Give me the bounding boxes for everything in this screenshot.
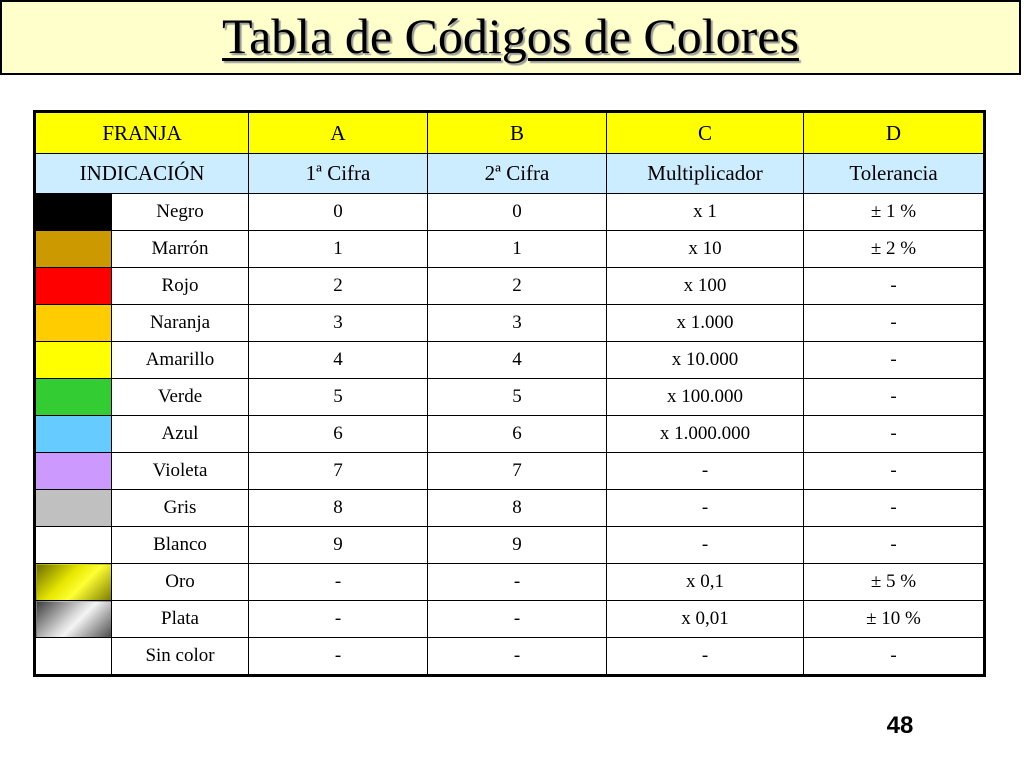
tolerance-cell: - xyxy=(804,453,985,490)
color-swatch xyxy=(35,379,112,416)
column-meaning-a: 1ª Cifra xyxy=(249,154,428,194)
tolerance-cell: ± 5 % xyxy=(804,564,985,601)
multiplier-cell: x 10.000 xyxy=(607,342,804,379)
header-row-franja xyxy=(35,112,985,154)
tolerance-cell: - xyxy=(804,416,985,453)
multiplier-cell: - xyxy=(607,527,804,564)
color-swatch xyxy=(35,342,112,379)
multiplier-cell: x 1.000 xyxy=(607,305,804,342)
tolerance-cell: - xyxy=(804,305,985,342)
first-digit-cell: 0 xyxy=(249,194,428,231)
table-row xyxy=(35,305,985,342)
first-digit-cell: 6 xyxy=(249,416,428,453)
page-number: 48 xyxy=(886,712,914,739)
tolerance-cell: - xyxy=(804,638,985,676)
second-digit-cell: 8 xyxy=(428,490,607,527)
indicacion-header: INDICACIÓN xyxy=(35,154,249,194)
table-row xyxy=(35,416,985,453)
column-header-d: D xyxy=(804,112,985,154)
tolerance-cell: - xyxy=(804,268,985,305)
tolerance-cell: ± 2 % xyxy=(804,231,985,268)
tolerance-cell: ± 10 % xyxy=(804,601,985,638)
page-title: Tabla de Códigos de Colores xyxy=(222,8,799,64)
first-digit-cell: 3 xyxy=(249,305,428,342)
second-digit-cell: 1 xyxy=(428,231,607,268)
second-digit-cell: 6 xyxy=(428,416,607,453)
color-swatch xyxy=(35,268,112,305)
table-body xyxy=(35,112,985,676)
multiplier-cell: x 100.000 xyxy=(607,379,804,416)
first-digit-cell: - xyxy=(249,564,428,601)
second-digit-cell: 2 xyxy=(428,268,607,305)
table-row xyxy=(35,268,985,305)
column-header-b: B xyxy=(428,112,607,154)
color-swatch xyxy=(35,527,112,564)
table-row xyxy=(35,490,985,527)
multiplier-cell: - xyxy=(607,453,804,490)
multiplier-cell: x 1.000.000 xyxy=(607,416,804,453)
title-box xyxy=(0,0,1021,75)
color-name: Oro xyxy=(112,564,249,601)
multiplier-cell: x 1 xyxy=(607,194,804,231)
multiplier-cell: - xyxy=(607,490,804,527)
first-digit-cell: 7 xyxy=(249,453,428,490)
color-name: Plata xyxy=(112,601,249,638)
first-digit-cell: 9 xyxy=(249,527,428,564)
color-name: Rojo xyxy=(112,268,249,305)
second-digit-cell: 7 xyxy=(428,453,607,490)
first-digit-cell: 2 xyxy=(249,268,428,305)
first-digit-cell: 4 xyxy=(249,342,428,379)
column-meaning-c: Multiplicador xyxy=(607,154,804,194)
table-row xyxy=(35,601,985,638)
color-name: Azul xyxy=(112,416,249,453)
header-row-indicacion xyxy=(35,154,985,194)
first-digit-cell: 8 xyxy=(249,490,428,527)
color-name: Naranja xyxy=(112,305,249,342)
franja-header: FRANJA xyxy=(35,112,249,154)
first-digit-cell: - xyxy=(249,638,428,676)
color-swatch xyxy=(35,638,112,676)
second-digit-cell: - xyxy=(428,601,607,638)
table-row xyxy=(35,379,985,416)
table-row xyxy=(35,527,985,564)
second-digit-cell: 0 xyxy=(428,194,607,231)
column-meaning-b: 2ª Cifra xyxy=(428,154,607,194)
column-header-a: A xyxy=(249,112,428,154)
tolerance-cell: - xyxy=(804,379,985,416)
color-code-table xyxy=(33,110,986,677)
table-row xyxy=(35,453,985,490)
multiplier-cell: x 0,01 xyxy=(607,601,804,638)
color-swatch xyxy=(35,231,112,268)
table-row xyxy=(35,231,985,268)
color-name: Verde xyxy=(112,379,249,416)
second-digit-cell: 5 xyxy=(428,379,607,416)
multiplier-cell: x 0,1 xyxy=(607,564,804,601)
color-swatch xyxy=(35,305,112,342)
color-name: Marrón xyxy=(112,231,249,268)
color-swatch xyxy=(35,601,112,638)
table-row xyxy=(35,194,985,231)
color-name: Violeta xyxy=(112,453,249,490)
color-name: Gris xyxy=(112,490,249,527)
multiplier-cell: x 100 xyxy=(607,268,804,305)
tolerance-cell: - xyxy=(804,342,985,379)
color-name: Negro xyxy=(112,194,249,231)
color-swatch xyxy=(35,416,112,453)
color-swatch xyxy=(35,453,112,490)
tolerance-cell: - xyxy=(804,527,985,564)
second-digit-cell: - xyxy=(428,564,607,601)
tolerance-cell: ± 1 % xyxy=(804,194,985,231)
first-digit-cell: - xyxy=(249,601,428,638)
table-row xyxy=(35,564,985,601)
table-row xyxy=(35,638,985,676)
column-meaning-d: Tolerancia xyxy=(804,154,985,194)
second-digit-cell: 4 xyxy=(428,342,607,379)
multiplier-cell: - xyxy=(607,638,804,676)
color-swatch xyxy=(35,194,112,231)
column-header-c: C xyxy=(607,112,804,154)
color-name: Sin color xyxy=(112,638,249,676)
second-digit-cell: 3 xyxy=(428,305,607,342)
color-swatch xyxy=(35,564,112,601)
tolerance-cell: - xyxy=(804,490,985,527)
first-digit-cell: 1 xyxy=(249,231,428,268)
multiplier-cell: x 10 xyxy=(607,231,804,268)
color-name: Amarillo xyxy=(112,342,249,379)
first-digit-cell: 5 xyxy=(249,379,428,416)
color-name: Blanco xyxy=(112,527,249,564)
color-swatch xyxy=(35,490,112,527)
second-digit-cell: - xyxy=(428,638,607,676)
table-row xyxy=(35,342,985,379)
second-digit-cell: 9 xyxy=(428,527,607,564)
